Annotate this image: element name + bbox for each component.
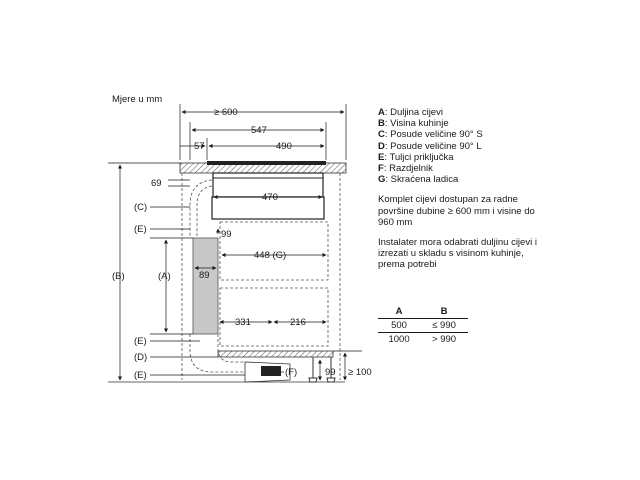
table-header-b: B	[420, 306, 468, 319]
dim-490: 490	[276, 141, 292, 152]
table-header-row	[378, 306, 468, 319]
dim-547: 547	[251, 125, 267, 136]
dim-216: 216	[290, 317, 306, 328]
plinth-plate	[218, 351, 333, 357]
dim-89: 89	[199, 270, 210, 281]
length-height-table	[378, 306, 468, 345]
dim-57: 57	[194, 141, 205, 152]
label-b: (B)	[112, 271, 125, 282]
legend-item-e: E: Tuljci priključka	[378, 151, 454, 163]
legend-item-b: B: Visina kuhinje	[378, 118, 449, 130]
table-row	[378, 319, 468, 333]
legend-item-f: F: Razdjelnik	[378, 163, 433, 175]
dim-448-g: 448 (G)	[254, 250, 287, 261]
dim-100: ≥ 100	[348, 367, 372, 378]
dim-69: 69	[151, 178, 162, 189]
table-cell: ≤ 990	[420, 319, 468, 333]
note-installer: Instalater mora odabrati duljinu cijevi i izrezati u skladu s visinom kuhinje, prema potrebi	[378, 237, 537, 271]
table-cell: 500	[378, 319, 420, 333]
dim-99-bottom: 99	[325, 367, 336, 378]
label-e-bottom: (E)	[134, 370, 147, 381]
duct-pipe	[193, 238, 218, 334]
dim-331: 331	[235, 317, 251, 328]
table-header-a: A	[378, 306, 420, 319]
legend-item-c: C: Posude veličine 90° S	[378, 129, 483, 141]
hob-glass	[207, 161, 326, 165]
table-cell: 1000	[388, 334, 410, 345]
legend-item-d: D: Posude veličine 90° L	[378, 140, 482, 152]
note-kit: Komplet cijevi dostupan za radne površine dubine ≥ 600 mm i visine do 960 mm	[378, 194, 535, 228]
label-d: (D)	[134, 352, 148, 363]
dim-600: ≥ 600	[214, 107, 238, 118]
legend-item-g: G: Skraćena ladica	[378, 174, 459, 186]
label-a: (A)	[158, 271, 171, 282]
legend-item-a: A: Duljina cijevi	[378, 107, 443, 118]
table-row	[378, 333, 468, 346]
label-e-top: (E)	[134, 224, 147, 235]
table-cell: > 990	[432, 334, 457, 345]
legend	[378, 107, 578, 271]
dim-99-top: 99	[221, 229, 232, 240]
label-c: (C)	[134, 202, 148, 213]
dim-470: 470	[262, 192, 278, 203]
label-f: (F)	[285, 367, 298, 378]
label-e-middle: (E)	[134, 336, 147, 347]
units-caption: Mjere u mm	[112, 94, 163, 105]
